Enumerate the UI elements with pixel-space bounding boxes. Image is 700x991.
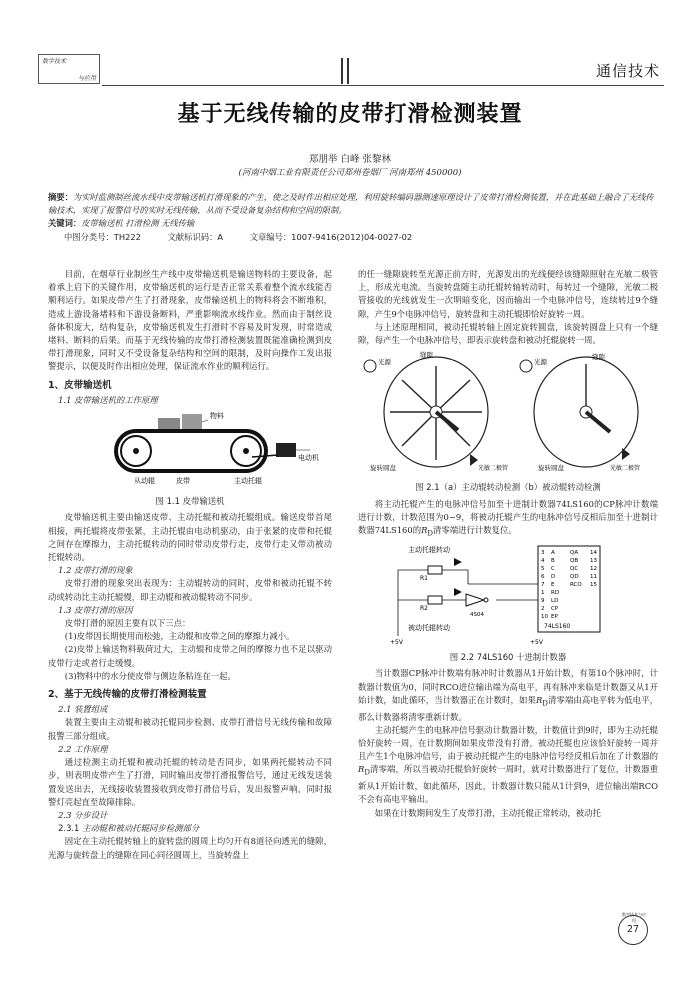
document-code: 文献标识码：A: [167, 232, 224, 242]
label-r1: R1: [420, 574, 428, 582]
abstract-block: [48, 191, 658, 230]
label-material: 物料: [210, 412, 224, 421]
paragraph-normal-operation: [358, 724, 658, 807]
chip-pin-label: RCO: [570, 581, 582, 588]
paragraph-passive-roller: 与上述原理相同，被动托辊转轴上固定旋转圆盘，该旋转圆盘上只有一个缝隙，每产生一个电脉冲信号，即表示旋转盘和被动托辊旋转一周。: [358, 321, 658, 346]
paragraph-2-2: 通过检测主动托辊和被动托辊的转动是否同步，如果两托辊转动不同步，则表明皮带产生了打滑，同时输出皮带打滑报警信号，通过无线发送装置发送出去，无线接收装置接收到皮带打滑信号后，发出报警声响，同时报警灯亮起直至故障排除。: [48, 757, 332, 807]
chip-pin-label: RD: [551, 589, 560, 596]
paragraph-slip-case: 如果在计数期间发生了皮带打滑，主动托辊正常转动，被动托: [374, 807, 601, 818]
paragraph-1-3: 皮带打滑的原因主要有以下三点：: [64, 618, 191, 629]
figure-1-1-caption: 图 1.1 皮带输送机: [155, 496, 225, 507]
chip-pin-number: 14: [590, 549, 597, 556]
photodiode-icon: [470, 454, 478, 466]
section-2-2-heading: 2.2 工作原理: [58, 743, 108, 754]
abstract-text: 为实时监测制丝流水线中皮带输送机打滑现象的产生，使之及时作出相应处理，利用旋转编码器测速原理设计了皮带打滑检测装置，并在此基础上融合了无线传输技术，实现了报警信号的实时无线传输，从而不受设备复杂结构和空间的限制。: [48, 192, 654, 215]
journal-logo: [38, 54, 100, 84]
resistor-r1: [428, 566, 442, 574]
rd-symbol-3: R: [358, 764, 365, 775]
paragraph-2-1: 装置主要由主动辊和被动托辊同步检测、皮带打滑信号无线传输和故障报警三部分组成。: [48, 717, 332, 741]
journal-name-line2: 与应用: [77, 75, 96, 82]
keywords-label: 关键词：: [48, 218, 82, 228]
reason-1: (1)皮带因长期使用而松弛，主动辊和皮带之间的摩擦力减小。: [64, 631, 295, 642]
rd-symbol-2: R: [535, 694, 543, 705]
section-1-heading: 1、皮带输送机: [48, 379, 112, 391]
figure-2-2: [358, 544, 658, 664]
section-2-1-heading: 2.1 装置组成: [58, 704, 108, 715]
abstract: [48, 191, 658, 217]
normal-operation-end: 清零端，所以当被动托辊恰好旋转一周时，就对计数器进行了复位，计数器重新从1开始计数，如此循环，因此，计数器计数只能从1计到9，进位输出端RCO不会有高电平输出。: [358, 764, 658, 805]
figure-2-2-caption: 图 2.2 74LS160 十进制计数器: [449, 652, 567, 663]
label-light-b: 光源: [534, 358, 547, 367]
rd-subscript: D: [427, 529, 433, 538]
chip-pin-label: LD: [551, 597, 559, 604]
counting-text-end: 清零端由高电平转为低电平，那么计数器将清零重新计数。: [358, 694, 659, 722]
section-1-2-heading: 1.2 皮带打滑的现象: [58, 565, 133, 576]
reason-2: (2)皮带上输送物料载荷过大，主动辊和皮带之间的摩擦力也不足以驱动皮带行走或者行走缓慢。: [48, 644, 332, 668]
chip-pin-label: CP: [551, 605, 559, 612]
paragraph-continued: 的任一缝隙旋转至光源正前方时，光源发出的光线便经该缝隙照射在光敏二极管上，形成光电流。当旋转盘随主动托辊转轴转动时，每转过一个缝隙，光敏二极管接收的光线就发生一次明暗变化，因而输出一个电脉冲信号，连续转过9个缝隙，产生9个电脉冲信号，旋转盘和主动托辊即恰好旋转一周。: [358, 269, 658, 319]
clc-number: 中图分类号：TH222: [64, 232, 141, 242]
light-source-icon: [364, 360, 376, 372]
keywords: [48, 217, 658, 230]
rd-symbol: R: [421, 525, 428, 536]
section-tag: 通信技术: [595, 62, 660, 80]
chip-pin-number: 3: [541, 549, 545, 556]
photodiode-1-icon: [454, 558, 462, 566]
right-column: [358, 268, 658, 820]
counter-intro-end: 清零端进行计数复位。: [433, 525, 517, 536]
chip-pin-label: D: [551, 573, 556, 580]
label-light-a: 光源: [378, 358, 391, 367]
chip-pin-label: QA: [570, 549, 579, 556]
rotation-detection-diagram: [358, 350, 658, 476]
abstract-label: 摘要：: [48, 192, 73, 202]
label-driven-roller: 从动辊: [134, 477, 155, 486]
keywords-text: 皮带输送机 打滑检测 无线传输: [81, 218, 195, 228]
belt-conveyor-diagram: [48, 410, 332, 490]
chip-pin-label: QB: [570, 557, 579, 564]
label-vcc-1: +5V: [390, 638, 403, 646]
section-1-1-heading: 1.1 皮带输送机的工作原理: [58, 394, 158, 405]
label-motor: 电动机: [298, 454, 319, 463]
section-2-3-1-heading: [48, 822, 332, 835]
rd-subscript-3: D: [364, 769, 370, 778]
paragraph-counter-intro: [358, 498, 658, 541]
chip-pin-number: 11: [590, 573, 597, 580]
material-block: [158, 418, 180, 430]
article-number: 文章编号：1007-9416(2012)04-0027-02: [249, 232, 413, 242]
journal-name-line1: 数字技术: [42, 58, 67, 65]
label-passive-rotation: 被动托辊转动: [408, 623, 450, 632]
reason-3: (3)物料中的水分使皮带与侧边条粘连在一起。: [64, 670, 236, 681]
section-2-3-1-number: 2.3.1: [58, 823, 80, 834]
label-slit-b: 缝隙: [592, 353, 605, 362]
label-disk-a: 旋转圆盘: [370, 464, 396, 473]
chip-pin-number: 5: [541, 565, 545, 572]
figure-2-1: [358, 350, 658, 494]
photodiode-icon-b: [622, 448, 630, 460]
resistor-r2: [428, 596, 442, 604]
chip-pin-label: EP: [551, 613, 558, 620]
label-chip: 74LS160: [544, 622, 571, 630]
paragraph-counting: [358, 667, 658, 723]
paragraph-1-2: 皮带打滑的现象突出表现为：主动辊转动的同时，皮带和被动托辊不转动或转动比主动托辊慢，即主动辊和被动辊转动不同步。: [48, 578, 332, 602]
figure-2-1-caption: 图 2.1（a）主动辊转动检测（b）被动辊转动检测: [415, 482, 601, 493]
section-2-3-1-title: 主动辊和被动托辊同步检测部分: [82, 823, 200, 834]
section-2-3-heading: 2.3 分步设计: [58, 809, 108, 820]
counter-intro-text: 将主动托辊产生的电脉冲信号加至十进制计数器74LS160的CP脉冲计数端进行计数，计数范围为0~9，将被动托辊产生的电脉冲信号反相后加至十进制计数器74LS160的: [358, 498, 658, 536]
chip-pin-label: QC: [570, 565, 579, 572]
photodiode-2-icon: [454, 588, 462, 596]
header-rule: [102, 85, 664, 86]
section-2-heading: 2、基于无线传输的皮带打滑检测装置: [48, 689, 207, 701]
chip-pin-label: C: [551, 565, 555, 572]
label-vcc-2: +5V: [530, 638, 543, 646]
label-r2: R2: [420, 604, 428, 612]
chip-pin-number: 10: [541, 613, 548, 620]
motor-box: [276, 443, 296, 457]
rd-subscript-2: D: [542, 699, 548, 708]
article-authors: 郑朋举 白峰 张黎林: [308, 154, 392, 165]
chip-pin-number: 12: [590, 565, 597, 572]
chip-pin-label: B: [551, 557, 555, 564]
page-header: [38, 54, 664, 88]
chip-pin-number: 1: [541, 589, 545, 596]
article-affiliation: (河南中烟工业有限责任公司郑州卷烟厂 河南郑州 450000): [238, 168, 462, 178]
page-number-badge: [618, 912, 648, 945]
normal-operation-text: 主动托辊产生的电脉冲信号驱动计数器计数，计数值计到9时，即为主动托辊恰好旋转一周，在计数期间如果皮带没有打滑，被动托辊也应该恰好旋转一周并且产生1个电脉冲信号，由于被动托辊产生的电脉冲信号经反相后加在了计数器的: [358, 724, 658, 762]
chip-pin-number: 2: [541, 605, 545, 612]
label-diode-a: 光敏二极管: [478, 465, 509, 473]
chip-pin-number: 13: [590, 557, 597, 564]
classification-line: [64, 231, 436, 243]
intro-paragraph: 目前，在烟草行业制丝生产线中皮带输送机是输送物料的主要设备，起着承上启下的关键作用，皮带输送机的运行是否正常关系着整个流水线能否顺利运行。如果皮带产生了打滑现象，皮带输送机上的物料将会不断堆积，造成上游设备堵料和下游设备断料，严重影响流水线作业。然而由于制丝设备体积庞大，结构复杂，皮带输送机发生打滑时不容易及时发现，时常造成堵料、断料的后果。而基于无线传输的皮带打滑检测装置既能准确检测到皮带打滑现象，同时又不受设备复杂结构和空间的限制，及时向操作工发出报警提示，以便及时作出相应处理，保证流水作业的顺利运行。: [48, 269, 332, 372]
label-active-rotation: 主动托辊转动: [408, 545, 450, 554]
chip-pin-label: A: [551, 549, 555, 556]
figure-1-1: [48, 410, 332, 508]
section-1-3-heading: 1.3 皮带打滑的原因: [58, 604, 133, 615]
counting-text: 当计数器CP脉冲计数端有脉冲时计数器从1开始计数，有第10个脉冲时，计数器计数值为0，同时RCO进位输出端为高电平，再有脉冲来临是计数器又从1开始计数，如此循环，当计数器正在计数时，如果: [358, 668, 658, 705]
page-ring-text: 数字技术与应用: [622, 912, 646, 923]
counter-circuit-diagram: [358, 544, 658, 646]
label-active-roller: 主动托辊: [234, 477, 262, 486]
label-disk-b: 旋转圆盘: [538, 464, 564, 473]
inverter-gate-icon: [466, 594, 484, 606]
page-number: 27: [626, 924, 640, 935]
header-bars: [341, 58, 353, 88]
material-block-2: [182, 414, 202, 430]
left-column: [48, 268, 332, 862]
chip-pin-number: 9: [541, 597, 545, 604]
paragraph-2-3-1: 固定在主动托辊转轴上的旋转盘的圆周上均匀开有8道径向透光的缝隙，光源与旋转盘上的缝隙在同心同径圆周上，当旋转盘上: [48, 836, 332, 860]
label-slit-a: 缝隙: [420, 351, 433, 360]
chip-pin-label: E: [551, 581, 555, 588]
label-gate: 4S04: [470, 611, 484, 618]
chip-pin-label: QD: [570, 573, 579, 580]
paragraph-1-1: 皮带输送机主要由输送皮带、主动托辊和被动托辊组成。输送皮带首尾相接，两托辊将皮带张紧，主动托辊由电动机驱动，由于张紧的皮带和托辊之间存在摩擦力，主动托辊转动的同时带动皮带行走，皮带行走又带动被动托辊转动。: [48, 512, 332, 563]
label-belt: 皮带: [176, 477, 190, 486]
chip-pin-number: 6: [541, 573, 545, 580]
light-source-icon-b: [520, 360, 532, 372]
chip-pin-number: 7: [541, 581, 545, 588]
chip-pin-number: 4: [541, 557, 545, 564]
label-diode-b: 光敏二极管: [610, 465, 641, 473]
chip-pin-number: 15: [590, 581, 597, 588]
article-title: 基于无线传输的皮带打滑检测装置: [177, 102, 523, 127]
